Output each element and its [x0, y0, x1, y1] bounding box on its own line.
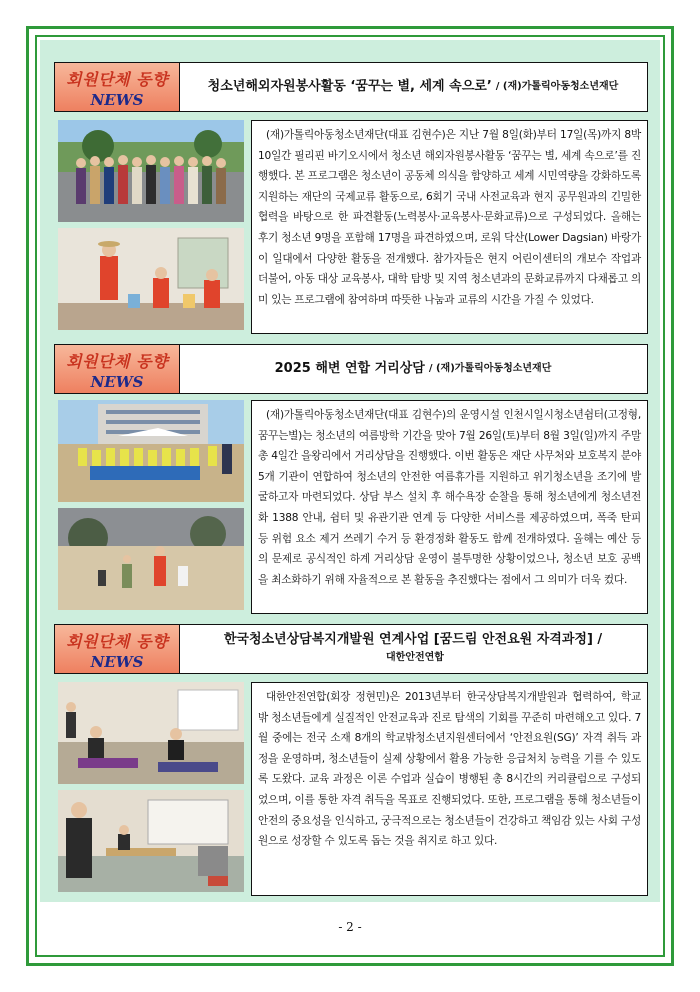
group-photo: [58, 120, 244, 222]
photo-column: [58, 682, 244, 892]
section-body: (재)가톨릭아동청소년재단(대표 김현수)은 지난 7월 8일(화)부터 17일(목)까지 8박 10일간 필리핀 바기오시에서 청소년 해외자원봉사활동 ‘꿈꾸는 별, 세계 속으로’를 진행했다. 본 프로그램은 청소년이 공동체 의식을 함양하고 세계 시민역량을 강화하도록 지원하는 재단의 국제교류 활동으로, 6회기 국내 사전교육과 현지 공무원과의 긴밀한 협력을 바탕으로 한 파견활동(노력봉사·교육봉사·문화교류)으로 구성되었다. 올해는 후기 청소년 9명을 포함해 17명을 파견하였으며, 로워 닥산(Lower Dagsian) 바랑가이 일대에서 다양한 활동을 전개했다. 참가자들은 현지 어린이센터의 개보수 작업과 더불어, 아동 대상 교육봉사, 대학 탐방 및 지역 청소년과의 문화교류까지 다채롭고 의미 있는 프로그램에 참여하며 따뜻한 나눔과 교류의 시간을 가질 수 있었다.: [251, 120, 648, 334]
section-body: (재)가톨릭아동청소년재단(대표 김현수)의 운영시설 인천시일시청소년쉼터(고정형, 꿈꾸는별)는 청소년의 여름방학 기간을 맞아 7월 26일(토)부터 8월 3일(일)까지 주말 총 4일간 을왕리에서 거리상담을 진행했다. 이번 활동은 재단 사무처와 보호복지 분야 5개 기관이 연합하여 청소년의 안전한 여름휴가를 지원하고 위기청소년을 조기에 발굴하고자 마련되었다. 상담 부스 설치 후 해수욕장 순찰을 통해 청소년에게 청소년전화 1388 안내, 쉼터 및 유관기관 연계 등 다양한 서비스를 제공하였으며, 폭죽 탄피 등 위험 요소 제거 쓰레기 수거 등 환경정화 활동도 함께 전개하였다. 올해는 예산 등의 문제로 공식적인 하계 거리상담 운영이 불투명한 상황이었으나, 청소년 보호 공백을 최소화하기 위해 자율적으로 본 활동을 추진했다는 점에서 그 의미가 더욱 컸다.: [251, 400, 648, 614]
section-title-text: 청소년해외자원봉사활동 ‘꿈꾸는 별, 세계 속으로’: [207, 79, 492, 94]
section-org: / (재)가톨릭아동청소년재단: [428, 363, 552, 374]
news-section-3: [54, 624, 648, 896]
section-title: [179, 63, 647, 111]
section-header: [54, 344, 648, 394]
badge-title: 회원단체 동향: [66, 632, 168, 651]
news-badge: [55, 625, 180, 673]
badge-news: NEWS: [90, 91, 144, 109]
section-org: 대한안전연합: [386, 652, 444, 663]
section-title-text: 한국청소년상담복지개발원 연계사업 [꿈드림 안전요원 자격과정] /: [223, 632, 603, 647]
badge-news: NEWS: [90, 653, 144, 671]
section-header: [54, 62, 648, 112]
news-badge: [55, 345, 180, 393]
news-section-2: [54, 344, 648, 614]
badge-title: 회원단체 동향: [66, 352, 168, 371]
children-activity-photo: [58, 228, 244, 330]
section-org: / (재)가톨릭아동청소년재단: [495, 81, 619, 92]
section-title: [179, 625, 647, 673]
news-section-1: [54, 62, 648, 334]
photo-column: [58, 400, 244, 610]
badge-title: 회원단체 동향: [66, 70, 168, 89]
badge-news: NEWS: [90, 373, 144, 391]
classroom-training-photo: [58, 790, 244, 892]
news-badge: [55, 63, 180, 111]
beach-patrol-photo: [58, 508, 244, 610]
cpr-training-photo: [58, 682, 244, 784]
section-title-text: 2025 해변 연합 거리상담: [274, 361, 425, 376]
page-number: - 2 -: [338, 920, 362, 934]
street-counseling-group-photo: [58, 400, 244, 502]
section-title: [179, 345, 647, 393]
section-body: 대한안전연합(회장 정현민)은 2013년부터 한국상담복지개발원과 협력하여, 학교 밖 청소년들에게 실질적인 안전교육과 진로 탐색의 기회를 꾸준히 마련해오고 있다. 7월 중에는 전국 소재 8개의 학교밖청소년지원센터에서 ‘안전요원(SG)’ 자격 취득 과정을 운영하며, 청소년들이 실제 상황에서 활용 가능한 응급처치 능력을 기를 수 있도록 도왔다. 교육 과정은 이론 수업과 실습이 병행된 총 8시간의 커리큘럼으로 구성되었으며, 이를 통한 자격 취득을 목표로 진행되었다. 또한, 프로그램을 통해 청소년들이 안전의 중요성을 인식하고, 궁극적으로는 청소년들이 건강하고 책임감 있는 사회 구성원으로 성장할 수 있도록 돕는 것을 취지로 하고 있다.: [251, 682, 648, 896]
section-header: [54, 624, 648, 674]
photo-column: [58, 120, 244, 330]
